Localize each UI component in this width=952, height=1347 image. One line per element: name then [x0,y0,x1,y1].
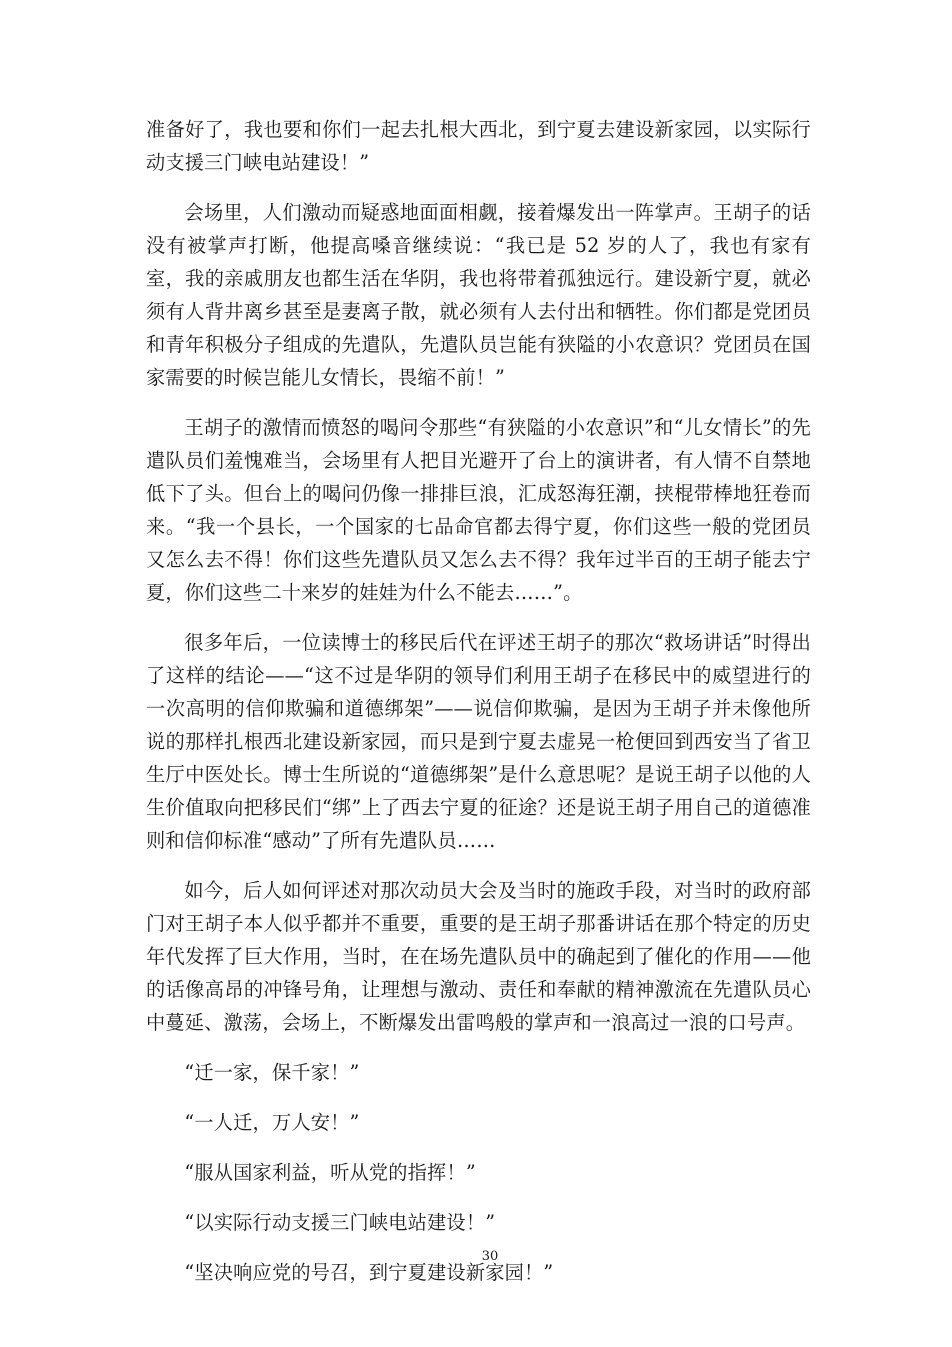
page-number: 30 [481,1249,499,1264]
slogan-line: “一人迁，万人安！” [184,1111,360,1134]
paragraph: 会场里，人们激动而疑惑地面面相觑，接着爆发出一阵掌声。王胡子的话没有被掌声打断，他提高嗓音继续说：“我已是 52 岁的人了，我也有家有室，我的亲戚朋友也都生活在华阴，我也将带着孤独远行。建设新宁夏，就必须有人背井离乡甚至是妻离子散，就必须有人去付出和牺牲。你们都是党团员和青年积极分子组成的先遣队，先遣队员岂能有狭隘的小农意识？党团员在国家需要的时候岂能儿女情长，畏缩不前！” [146,201,811,389]
slogan-line: “以实际行动支援三门峡电站建设！” [184,1211,496,1234]
slogan-line: “坚决响应党的号召，到宁夏建设新家园！” [184,1261,554,1284]
paragraph: 王胡子的激情而愤怒的喝问令那些“有狭隘的小农意识”和“儿女情长”的先遣队员们羞愧难当，会场里有人把目光避开了台上的演讲者，有人情不自禁地低下了头。但台上的喝问仍像一排排巨浪，汇成怒海狂潮，挟棍带棒地狂卷而来。“我一个县长，一个国家的七品命官都去得宁夏，你们这些一般的党团员又怎么去不得！你们这些先遣队员又怎么去不得？我年过半百的王胡子能去宁夏，你们这些二十来岁的娃娃为什么不能去……”。 [146,416,811,604]
slogan-line: “服从国家利益，听从党的指挥！” [184,1161,476,1184]
paragraph: 很多年后，一位读博士的移民后代在评述王胡子的那次“救场讲话”时得出了这样的结论——“这不过是华阴的领导们利用王胡子在移民中的威望进行的一次高明的信仰欺骗和道德绑架”——说信仰欺骗，是因为王胡子并未像他所说的那样扎根西北建设新家园，而只是到宁夏去虚晃一枪便回到西安当了省卫生厅中医处长。博士生所说的“道德绑架”是什么意思呢？是说王胡子以他的人生价值取向把移民们“绑”上了西去宁夏的征途？还是说王胡子用自己的道德准则和信仰标准“感动”了所有先遣队员…… [146,631,811,852]
paragraph-continuation: 准备好了，我也要和你们一起去扎根大西北，到宁夏去建设新家园，以实际行动支援三门峡电站建设！” [146,118,811,174]
paragraph: 如今，后人如何评述对那次动员大会及当时的施政手段，对当时的政府部门对王胡子本人似乎都并不重要，重要的是王胡子那番讲话在那个特定的历史年代发挥了巨大作用，当时，在在场先遣队员中的确起到了催化的作用——他的话像高昂的冲锋号角，让理想与激动、责任和奉献的精神激流在先遣队员心中蔓延、激荡，会场上，不断爆发出雷鸣般的掌声和一浪高过一浪的口号声。 [146,879,811,1034]
slogan-line: “迁一家，保千家！” [184,1061,360,1084]
body-text [146,113,811,1306]
